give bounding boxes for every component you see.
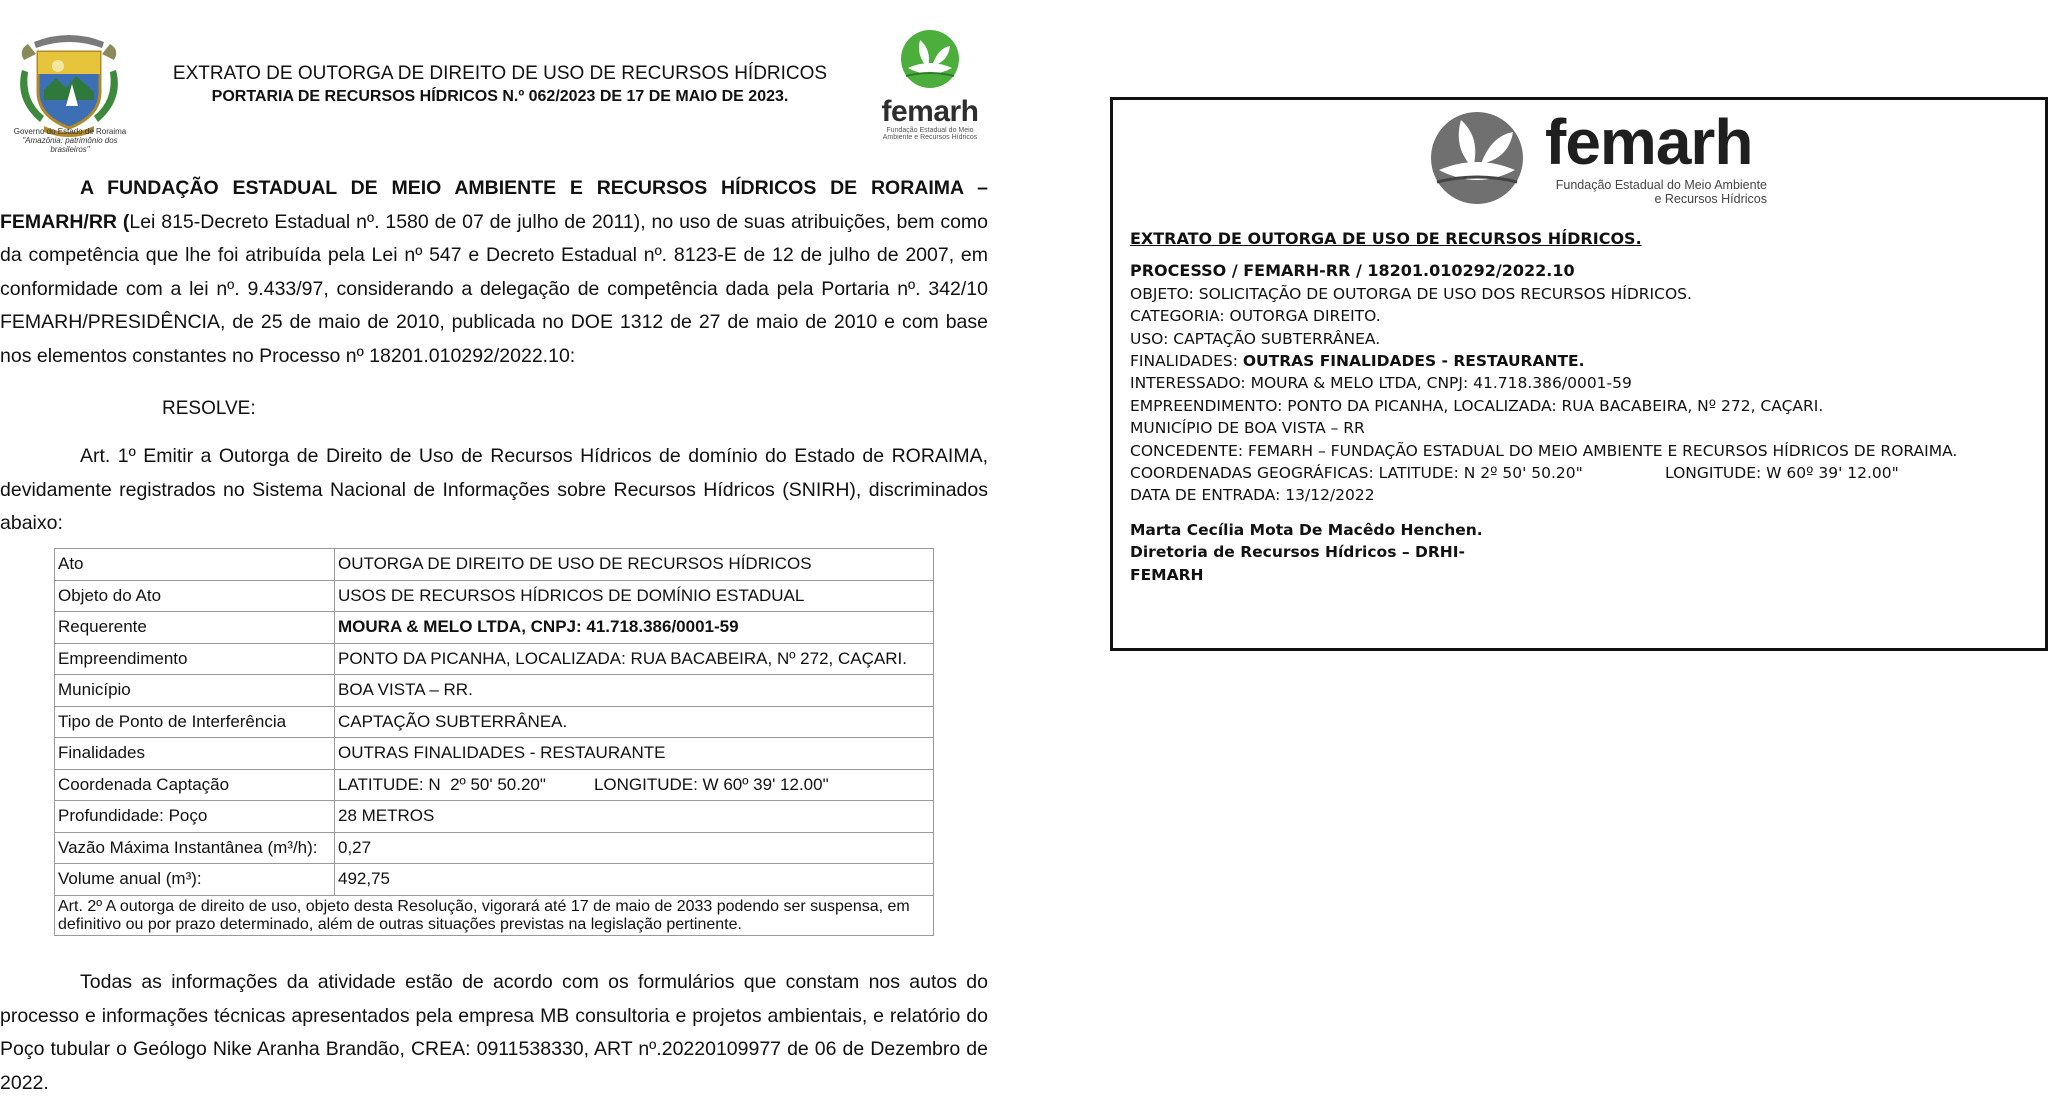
roraima-coat-of-arms-icon: [14, 30, 124, 142]
table-key: Tipo de Ponto de Interferência: [55, 706, 335, 738]
coordenadas-line: [1130, 462, 2030, 484]
logo-subtitle-line1: Fundação Estadual do Meio Ambiente: [1555, 178, 1767, 192]
femarh-logo-subtitle-large: [1545, 178, 1767, 206]
table-value: BOA VISTA – RR.: [335, 675, 934, 707]
femarh-logo-word: femarh: [881, 95, 979, 128]
coordinate-latitude: LATITUDE: N 2º 50' 50.20": [338, 774, 546, 794]
table-row: [55, 864, 934, 896]
data-entrada-line: DATA DE ENTRADA: 13/12/2022: [1130, 486, 1375, 505]
table-key: Requerente: [55, 612, 335, 644]
table-row: [55, 549, 934, 581]
crest-caption-line2: "Amazônia: patrimônio dos brasileiros": [22, 136, 118, 154]
table-row: [55, 801, 934, 833]
table-value: MOURA & MELO LTDA, CNPJ: 41.718.386/0001-59: [335, 612, 934, 644]
resolve-heading: RESOLVE:: [162, 398, 256, 419]
document-title: EXTRATO DE OUTORGA DE DIREITO DE USO DE RECURSOS HÍDRICOS: [172, 63, 828, 84]
coordenadas-latitude: COORDENADAS GEOGRÁFICAS: LATITUDE: N 2º 50' 50.20": [1130, 464, 1583, 483]
intro-bold-lead: FEMARH/RR (: [0, 210, 130, 233]
table-value: 28 METROS: [335, 801, 934, 833]
left-document: [0, 0, 1000, 1094]
femarh-logo-small: [872, 28, 988, 141]
table-row: [55, 706, 934, 738]
outorga-table: [54, 548, 934, 936]
table-row: [55, 643, 934, 675]
table-value: PONTO DA PICANHA, LOCALIZADA: RUA BACABEIRA, Nº 272, CAÇARI.: [335, 643, 934, 675]
table-value: OUTRAS FINALIDADES - RESTAURANTE: [335, 738, 934, 770]
intro-body: Lei 815-Decreto Estadual nº. 1580 de 07 de julho de 2011), no uso de suas atribuições, bem como da competência que lhe foi atribuída pela Lei nº 547 e Decreto Estadual nº. 8123-E de 12 de julho de 2007, em conformidade com a lei nº. 9.433/97, considerando a delegação de competência dada pela Portaria nº. 342/10 FEMARH/PRESIDÊNCIA, de 25 de maio de 2010, publicada no DOE 1312 de 27 de maio de 2010 e com base nos elementos constantes no Processo nº 18201.010292/2022.10:: [0, 210, 988, 367]
art1-paragraph: Art. 1º Emitir a Outorga de Direito de Uso de Recursos Hídricos de domínio do Estado de RORAIMA, devidamente registrados no Sistema Nacional de Informações sobre Recursos Hídricos (SNIRH), discriminados abaixo:: [0, 445, 988, 534]
femarh-leaf-icon: [898, 28, 962, 90]
interessado-line: INTERESSADO: MOURA & MELO LTDA, CNPJ: 41.718.386/0001-59: [1130, 374, 1632, 393]
signature-org: FEMARH: [1130, 565, 1204, 584]
signature-block: [1130, 519, 2030, 586]
objeto-line: OBJETO: SOLICITAÇÃO DE OUTORGA DE USO DOS RECURSOS HÍDRICOS.: [1130, 284, 1692, 303]
table-value-coordinates: [335, 769, 934, 801]
municipio-line: MUNICÍPIO DE BOA VISTA – RR: [1130, 419, 1365, 438]
table-value: USOS DE RECURSOS HÍDRICOS DE DOMÍNIO ESTADUAL: [335, 580, 934, 612]
femarh-logo-subtitle: Fundação Estadual do Meio Ambiente e Recursos Hídricos: [882, 127, 978, 141]
finalidades-label: FINALIDADES:: [1130, 352, 1243, 371]
table-row: [55, 738, 934, 770]
crest-caption-line1: Governo do Estado de Roraima: [13, 127, 127, 136]
table-row: [55, 769, 934, 801]
finalidades-value: OUTRAS FINALIDADES - RESTAURANTE.: [1242, 352, 1585, 371]
extract-content: [1130, 228, 2030, 586]
signature-name: Marta Cecília Mota De Macêdo Henchen.: [1130, 520, 1483, 539]
table-key: Vazão Máxima Instantânea (m³/h):: [55, 832, 335, 864]
table-row: [55, 612, 934, 644]
femarh-logo-large: [1415, 106, 1765, 206]
table-key: Objeto do Ato: [55, 580, 335, 612]
signature-role: Diretoria de Recursos Hídricos – DRHI-: [1130, 543, 1465, 562]
finalidades-line: [1130, 350, 2030, 372]
intro-paragraph: [0, 172, 988, 373]
table-value: CAPTAÇÃO SUBTERRÂNEA.: [335, 706, 934, 738]
crest-caption: [8, 127, 132, 154]
table-row: [55, 832, 934, 864]
portaria-title: PORTARIA DE RECURSOS HÍDRICOS N.º 062/2023 DE 17 DE MAIO DE 2023.: [211, 88, 789, 105]
table-value: 492,75: [335, 864, 934, 896]
table-key: Coordenada Captação: [55, 769, 335, 801]
table-key: Ato: [55, 549, 335, 581]
table-key: Finalidades: [55, 738, 335, 770]
coordenadas-longitude: LONGITUDE: W 60º 39' 12.00": [1665, 464, 1899, 483]
coordinate-longitude: LONGITUDE: W 60º 39' 12.00": [593, 774, 829, 794]
document-header: [160, 62, 840, 108]
table-key: Volume anual (m³):: [55, 864, 335, 896]
femarh-logo-word-large: femarh: [1545, 106, 1753, 178]
concedente-line: CONCEDENTE: FEMARH – FUNDAÇÃO ESTADUAL DO MEIO AMBIENTE E RECURSOS HÍDRICOS DE RORAIMA.: [1130, 441, 1958, 460]
table-value: 0,27: [335, 832, 934, 864]
logo-subtitle-line2: e Recursos Hídricos: [1654, 192, 1767, 206]
table-row: [55, 675, 934, 707]
table-key: Profundidade: Poço: [55, 801, 335, 833]
intro-first-line: A FUNDAÇÃO ESTADUAL DE MEIO AMBIENTE E RECURSOS HÍDRICOS DE RORAIMA –: [80, 177, 988, 199]
table-key: Empreendimento: [55, 643, 335, 675]
art2-text: Art. 2º A outorga de direito de uso, objeto desta Resolução, vigorará até 17 de maio de 2033 podendo ser suspensa, em definitivo ou por prazo determinado, além de outras situações previstas na legislação pertinente.: [55, 895, 934, 935]
table-row: [55, 895, 934, 935]
empreendimento-line: EMPREENDIMENTO: PONTO DA PICANHA, LOCALIZADA: RUA BACABEIRA, Nº 272, CAÇARI.: [1130, 396, 1824, 415]
extract-title: EXTRATO DE OUTORGA DE USO DE RECURSOS HÍDRICOS.: [1130, 229, 1642, 248]
categoria-line: CATEGORIA: OUTORGA DIREITO.: [1130, 307, 1381, 326]
table-key: Município: [55, 675, 335, 707]
table-value: OUTORGA DE DIREITO DE USO DE RECURSOS HÍDRICOS: [335, 549, 934, 581]
process-number: PROCESSO / FEMARH-RR / 18201.010292/2022.10: [1130, 261, 1575, 281]
femarh-leaf-icon: [1425, 106, 1537, 206]
final-paragraph: Todas as informações da atividade estão de acordo com os formulários que constam nos autos do processo e informações técnicas apresentados pela empresa MB consultoria e projetos ambientais, e relatório do Poço tubular o Geólogo Nike Aranha Brandão, CREA: 0911538330, ART nº.20220109977 de 06 de Dezembro de 2022.: [0, 971, 988, 1094]
extract-box: [1110, 97, 2048, 651]
table-row: [55, 580, 934, 612]
uso-line: USO: CAPTAÇÃO SUBTERRÂNEA.: [1130, 329, 1381, 348]
